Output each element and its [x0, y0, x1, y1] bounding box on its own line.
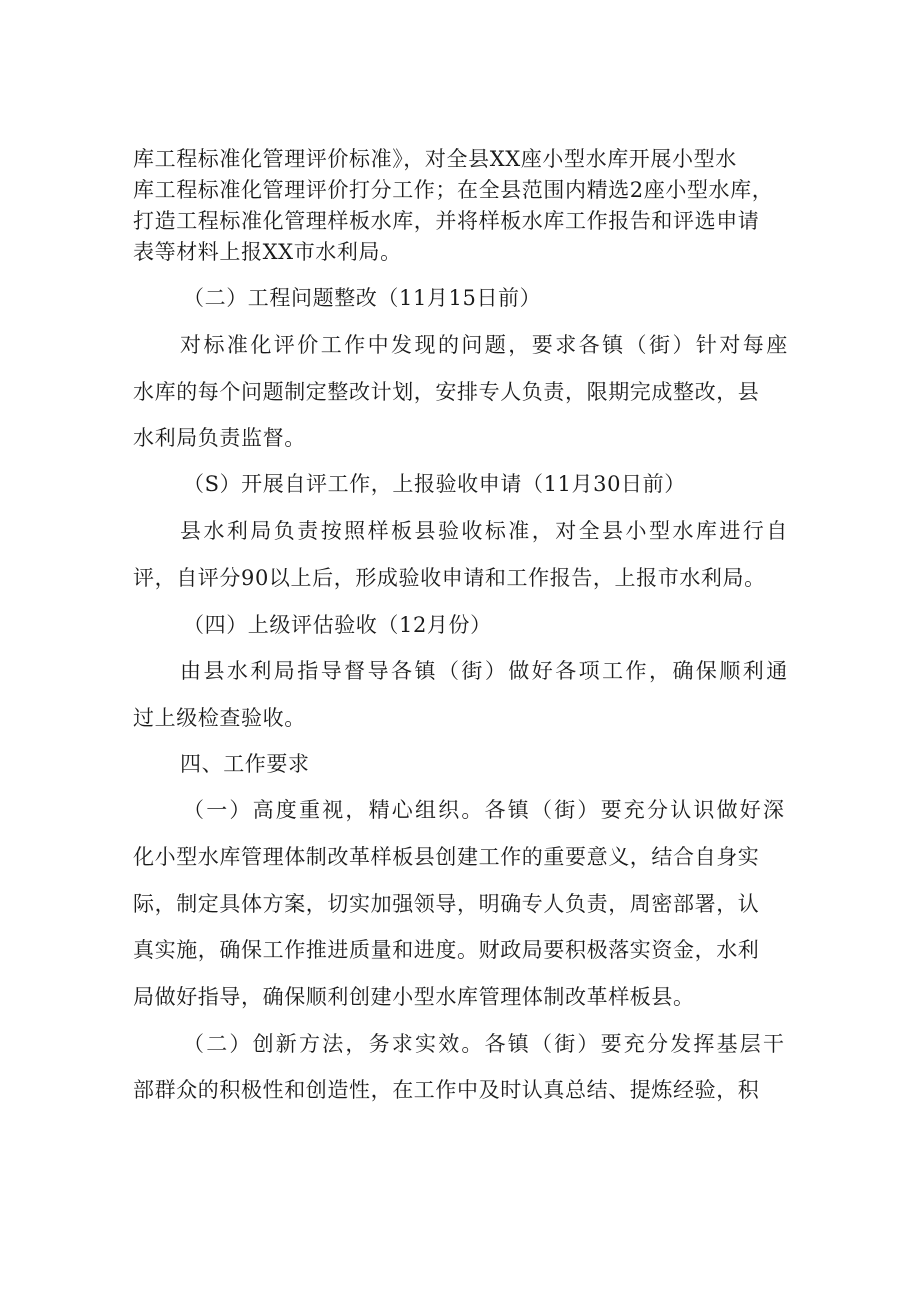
- requirement-1-line-1: （一）高度重视，精心组织。各镇（街）要充分认识做好深: [183, 798, 787, 822]
- intro-line-2: 库工程标准化管理评价打分工作；在全县范围内精选2座小型水库，: [133, 178, 774, 202]
- step-2-line-1: 对标准化评价工作中发现的问题，要求各镇（街）针对每座: [180, 333, 790, 357]
- step-3-line-1: 县水利局负责按照样板县验收标准，对全县小型水库进行自: [180, 519, 790, 543]
- step-4-heading: （四）上级评估验收（12月份）: [183, 613, 492, 637]
- step-2-line-3: 水利局负责监督。: [133, 426, 306, 450]
- requirement-2-line-1: （二）创新方法，务求实效。各镇（街）要充分发挥基层干: [183, 1032, 787, 1056]
- step-2-heading: （二）工程问题整改（11月15日前）: [183, 286, 542, 310]
- step-4-line-1: 由县水利局指导督导各镇（街）做好各项工作，确保顺利通: [180, 659, 790, 683]
- section-4-heading: 四、工作要求: [180, 752, 310, 776]
- intro-line-1: 库工程标准化管理评价标准》，对全县XX座小型水库开展小型水: [133, 147, 737, 171]
- intro-line-4: 表等材料上报XX市水利局。: [133, 240, 402, 264]
- step-2-line-2: 水库的每个问题制定整改计划，安排专人负责，限期完成整改，县: [133, 380, 760, 404]
- requirement-1-line-3: 际，制定具体方案，切实加强领导，明确专人负责，周密部署，认: [133, 892, 760, 916]
- requirement-1-line-5: 局做好指导，确保顺利创建小型水库管理体制改革样板县。: [133, 985, 695, 1009]
- requirement-2-line-2: 部群众的积极性和创造性，在工作中及时认真总结、提炼经验，积: [133, 1078, 760, 1102]
- intro-line-3: 打造工程标准化管理样板水库，并将样板水库工作报告和评选申请: [133, 209, 760, 233]
- step-3-line-2: 评，自评分90以上后，形成验收申请和工作报告，上报市水利局。: [133, 566, 766, 590]
- step-3-heading: （S）开展自评工作，上报验收申请（11月30日前）: [183, 472, 686, 496]
- requirement-1-line-2: 化小型水库管理体制改革样板县创建工作的重要意义，结合自身实: [133, 845, 760, 869]
- requirement-1-line-4: 真实施，确保工作推进质量和进度。财政局要积极落实资金，水利: [133, 938, 760, 962]
- step-4-line-2: 过上级检查验收。: [133, 706, 306, 730]
